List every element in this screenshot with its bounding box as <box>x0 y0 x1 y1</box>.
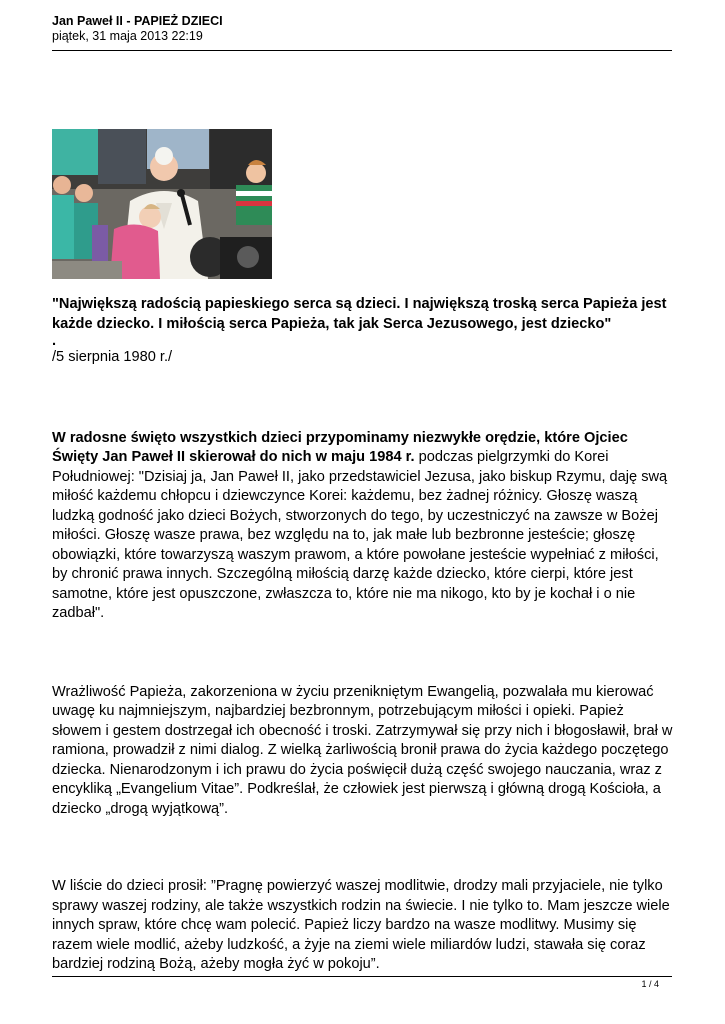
paragraph-3: W liście do dzieci prosił: ”Pragnę powierzyć waszej modlitwie, drodzy mali przyjaciele, nie tylko sprawy waszej rodziny, ale także wszystkich rodzin na świecie. I nie tylko to. Mam jeszcze wiele innych spraw, które chcę wam polecić. Papież liczy bardzo na wasze modlitwy. Musimy się razem wiele modlić, ażeby ludzkość, a żyje na ziemi wiele miliardów ludzi, stawała się coraz bardziej rodziną Bożą, ażeby mogła żyć w pokoju”. <box>52 878 670 972</box>
quote-separator: . <box>52 333 57 349</box>
page-header <box>52 14 672 44</box>
footer-divider <box>52 976 672 977</box>
document-date: piątek, 31 maja 2013 22:19 <box>52 29 203 43</box>
paragraph-1-bold-lead: W radosne święto wszystkich dzieci przypominamy niezwykłe orędzie, które Ojciec Święty Jan Paweł II skierował do nich w maju 1984 r. <box>52 429 628 465</box>
document-title: Jan Paweł II - PAPIEŻ DZIECI <box>52 14 223 28</box>
pope-with-children-photo <box>52 129 272 279</box>
paragraph-2: Wrażliwość Papieża, zakorzeniona w życiu przenikniętym Ewangelią, pozwalała mu kierować uwagę ku najmniejszym, najbardziej bezbronnym, potrzebującym miłości i opieki. Papież słowem i gestem dostrzegał ich obecność i troski. Zatrzymywał się przy nich i błogosławił, brał w ramiona, prowadził z nimi dialog. Z wielką żarliwością bronił prawa do życia każdego poczętego dziecka. Nienarodzonym i ich prawu do życia poświęcił dużą część swojego nauczania, wraz z encykliką „Evangelium Vitae”. Podkreślał, że człowiek jest pierwszą i główną drogą Kościoła, a dziecko „drogą wyjątkową”. <box>52 683 673 817</box>
photo-pope-with-children-icon <box>52 129 272 279</box>
pope-quote: "Największą radością papieskiego serca są dzieci. I największą troską serca Papieża jest każde dziecko. I miłością serca Papieża, tak jak Serca Jezusowego, jest dziecko" <box>52 296 667 332</box>
quote-date: /5 sierpnia 1980 r./ <box>52 349 173 365</box>
header-divider <box>52 50 672 51</box>
article-body <box>52 295 677 975</box>
page-number: 1 / 4 <box>641 979 659 989</box>
paragraph-1-text: podczas pielgrzymki do Korei Południowej: "Dzisiaj ja, Jan Paweł II, jako przedstawiciel Jezusa, jako biskup Rzymu, daję swą miłość każdemu chłopcu i dziewczynce Korei: każdemu, bez żadnej różnicy. Głoszę waszą ludzką godność jako dzieci Bożych, stworzonych do tego, by uczestniczyć na zawsze w Bożej miłości. Głoszę wasze prawa, bez względu na to, jak małe lub bezbronne jesteście; głoszę obowiązki, które towarzyszą waszym prawom, a które powołane jesteście wypełniać z miłości, by chronić prawa innych. Szczególną miłością darzę każde dziecko, które cierpi, które jest samotne, które jest opuszczone, zwłaszcza to, które nie ma nikogo, kto by je kochał i o nie zadbał". <box>52 449 668 621</box>
paragraph-1 <box>52 429 677 624</box>
